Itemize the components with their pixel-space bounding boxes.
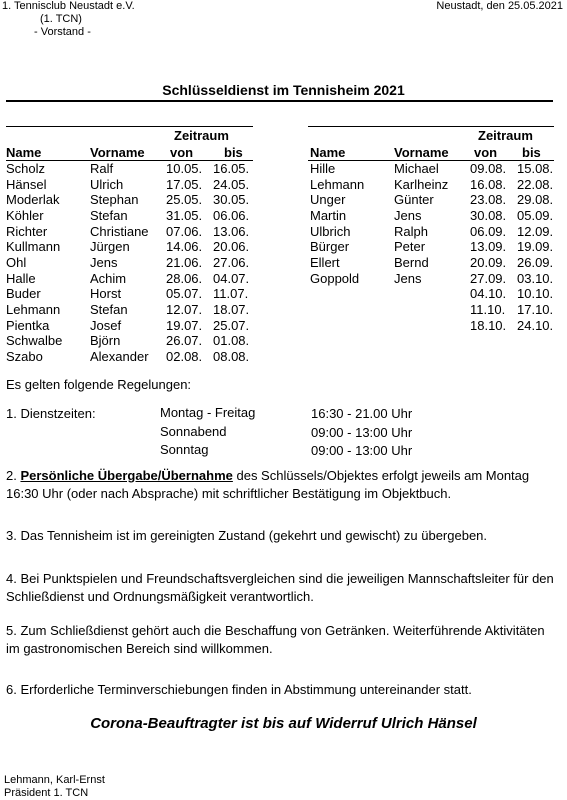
table-row — [310, 239, 560, 254]
cell-name: Bürger — [310, 239, 350, 255]
cell-bis: 20.06. — [213, 239, 250, 255]
cell-bis: 19.09. — [517, 239, 554, 255]
club-abbrev: (1. TCN) — [40, 13, 82, 25]
rule-2-emphasis: Persönliche Übergabe/Übernahme — [20, 468, 233, 483]
dienstzeiten-label: 1. Dienstzeiten: — [6, 406, 96, 421]
cell-bis: 10.10. — [517, 286, 554, 302]
cell-bis: 22.08. — [517, 176, 554, 192]
cell-von: 06.09. — [470, 223, 507, 239]
cell-vorname: Karlheinz — [394, 176, 449, 192]
cell-vorname: Josef — [90, 317, 122, 333]
cell-vorname: Ralph — [394, 223, 428, 239]
cell-von: 17.05. — [166, 176, 203, 192]
right-col-name: Name — [310, 145, 346, 160]
signature-role: Präsident 1. TCN — [4, 787, 89, 799]
cell-name: Goppold — [310, 270, 360, 286]
cell-vorname: Jens — [394, 270, 422, 286]
cell-von: 26.07. — [166, 333, 203, 349]
table-row — [6, 302, 256, 317]
cell-von: 11.10. — [470, 301, 506, 317]
right-col-vorname: Vorname — [394, 145, 449, 160]
cell-name: Lehmann — [310, 176, 365, 192]
cell-bis: 01.08. — [213, 333, 250, 349]
cell-von: 05.07. — [166, 286, 203, 302]
cell-name: Ellert — [310, 254, 340, 270]
cell-name: Szabo — [6, 348, 43, 364]
table-row — [6, 208, 256, 223]
cell-vorname: Horst — [90, 286, 122, 302]
cell-bis: 29.08. — [517, 192, 554, 208]
rule-3: 3. Das Tennisheim ist im gereinigten Zustand (gekehrt und gewischt) zu übergeben. — [6, 528, 488, 543]
table-row — [310, 208, 560, 223]
cell-bis: 24.10. — [517, 317, 554, 333]
title-rule — [6, 100, 553, 102]
cell-name: Martin — [310, 207, 347, 223]
cell-bis: 11.07. — [213, 286, 249, 302]
cell-name: Köhler — [6, 207, 44, 223]
cell-bis: 17.10. — [517, 301, 554, 317]
table-row — [310, 161, 560, 176]
cell-von: 12.07. — [166, 301, 203, 317]
cell-bis: 12.09. — [517, 223, 554, 239]
cell-von: 10.05. — [166, 161, 203, 176]
cell-bis: 15.08. — [517, 161, 554, 176]
rule-2-text: des Schlüssels/Objektes erfolgt jeweils am Montag 16:30 Uhr (oder nach Absprache) mit schriftlicher Bestätigung im Objektbuch. — [6, 468, 530, 501]
cell-von: 27.09. — [470, 270, 507, 286]
dienstzeit-day-1: Montag - Freitag — [160, 405, 256, 420]
signature-name: Lehmann, Karl-Ernst — [4, 774, 105, 786]
cell-vorname: Peter — [394, 239, 426, 255]
corona-notice: Corona-Beauftragter ist bis auf Widerruf Ulrich Hänsel — [90, 715, 477, 732]
table-row — [6, 286, 256, 301]
table-row — [6, 177, 256, 192]
table-row — [310, 224, 560, 239]
rule-4: 4. Bei Punktspielen und Freundschaftsvergleichen sind die jeweiligen Mannschaftsleiter für den Schließdienst und Ordnungsmäßigkeit verantwortlich. — [6, 571, 554, 604]
left-table-header — [6, 145, 256, 160]
cell-von: 21.06. — [166, 254, 203, 270]
left-table-top-rule — [6, 126, 253, 127]
right-col-bis: bis — [522, 145, 541, 160]
cell-vorname: Björn — [90, 333, 121, 349]
table-row — [310, 255, 560, 270]
cell-vorname: Günter — [394, 192, 434, 208]
cell-bis: 27.06. — [213, 254, 250, 270]
right-zeitraum-header: Zeitraum — [478, 128, 533, 143]
table-row — [6, 239, 256, 254]
cell-von: 20.09. — [470, 254, 507, 270]
cell-von: 23.08. — [470, 192, 507, 208]
cell-name: Buder — [6, 286, 41, 302]
cell-von: 31.05. — [166, 207, 203, 223]
cell-von: 02.08. — [166, 348, 203, 364]
cell-name: Moderlak — [6, 192, 60, 208]
dienstzeit-time-2: 09:00 - 13:00 Uhr — [311, 425, 413, 440]
cell-von: 30.08. — [470, 207, 507, 223]
cell-bis: 06.06. — [213, 207, 250, 223]
cell-vorname: Michael — [394, 161, 439, 176]
cell-bis: 13.06. — [213, 223, 250, 239]
cell-vorname: Stefan — [90, 207, 128, 223]
cell-name: Ulbrich — [310, 223, 351, 239]
dienstzeit-day-3: Sonntag — [160, 442, 209, 457]
cell-von: 14.06. — [166, 239, 203, 255]
dienstzeit-time-1: 16:30 - 21.00 Uhr — [311, 406, 413, 421]
cell-bis: 18.07. — [213, 301, 250, 317]
table-row — [6, 271, 256, 286]
cell-bis: 24.05. — [213, 176, 250, 192]
right-col-von: von — [474, 145, 498, 160]
cell-bis: 25.07. — [213, 317, 250, 333]
cell-name: Hänsel — [6, 176, 47, 192]
table-row — [6, 224, 256, 239]
table-row — [310, 286, 560, 301]
dienstzeit-day-2: Sonnabend — [160, 424, 227, 439]
cell-vorname: Jens — [90, 254, 118, 270]
table-row — [6, 333, 256, 348]
cell-name: Halle — [6, 270, 36, 286]
right-table-top-rule — [308, 126, 554, 127]
cell-von: 28.06. — [166, 270, 203, 286]
cell-bis: 26.09. — [517, 254, 554, 270]
table-row — [310, 302, 560, 317]
cell-bis: 05.09. — [517, 207, 554, 223]
rule-5: 5. Zum Schließdienst gehört auch die Beschaffung von Getränken. Weiterführende Aktivitäten im gastronomischen Bereich sind willkommen. — [6, 623, 545, 656]
cell-vorname: Ralf — [90, 161, 114, 176]
cell-name: Unger — [310, 192, 346, 208]
cell-name: Scholz — [6, 161, 46, 176]
left-col-bis: bis — [224, 145, 243, 160]
left-zeitraum-header: Zeitraum — [174, 128, 229, 143]
cell-von: 19.07. — [166, 317, 203, 333]
page-title: Schlüsseldienst im Tennisheim 2021 — [162, 82, 405, 98]
rule-2-number: 2. — [6, 468, 21, 483]
cell-von: 09.08. — [470, 161, 507, 176]
cell-vorname: Stephan — [90, 192, 139, 208]
cell-vorname: Christiane — [90, 223, 149, 239]
place-date: Neustadt, den 25.05.2021 — [436, 0, 563, 12]
cell-von: 18.10. — [470, 317, 507, 333]
left-col-von: von — [170, 145, 194, 160]
cell-name: Lehmann — [6, 301, 61, 317]
cell-von: 07.06. — [166, 223, 203, 239]
cell-name: Schwalbe — [6, 333, 63, 349]
left-col-name: Name — [6, 145, 42, 160]
cell-von: 16.08. — [470, 176, 507, 192]
table-row — [310, 177, 560, 192]
cell-bis: 16.05. — [213, 161, 250, 176]
cell-bis: 03.10. — [517, 270, 554, 286]
cell-name: Kullmann — [6, 239, 61, 255]
dienstzeit-time-3: 09:00 - 13:00 Uhr — [311, 443, 413, 458]
rules-intro: Es gelten folgende Regelungen: — [6, 377, 192, 392]
table-row — [6, 318, 256, 333]
cell-name: Hille — [310, 161, 336, 176]
cell-name: Pientka — [6, 317, 50, 333]
left-col-vorname: Vorname — [90, 145, 145, 160]
table-row — [6, 255, 256, 270]
cell-name: Ohl — [6, 254, 27, 270]
cell-vorname: Jens — [394, 207, 422, 223]
cell-von: 04.10. — [470, 286, 507, 302]
cell-bis: 30.05. — [213, 192, 250, 208]
table-row — [310, 192, 560, 207]
cell-vorname: Stefan — [90, 301, 128, 317]
cell-vorname: Bernd — [394, 254, 429, 270]
rule-6: 6. Erforderliche Terminverschiebungen finden in Abstimmung untereinander statt. — [6, 682, 472, 697]
table-row — [6, 192, 256, 207]
cell-vorname: Achim — [90, 270, 127, 286]
cell-von: 13.09. — [470, 239, 507, 255]
table-row — [310, 271, 560, 286]
club-name: 1. Tennisclub Neustadt e.V. — [2, 0, 135, 12]
cell-bis: 04.07. — [213, 270, 250, 286]
cell-vorname: Ulrich — [90, 176, 124, 192]
table-row — [310, 318, 560, 333]
right-table-header — [310, 145, 560, 160]
cell-von: 25.05. — [166, 192, 203, 208]
table-row — [6, 349, 256, 364]
club-board: - Vorstand - — [34, 26, 91, 38]
cell-vorname: Alexander — [90, 348, 149, 364]
rule-2 — [6, 467, 558, 503]
cell-vorname: Jürgen — [90, 239, 130, 255]
cell-name: Richter — [6, 223, 48, 239]
cell-bis: 08.08. — [213, 348, 250, 364]
table-row — [6, 161, 256, 176]
